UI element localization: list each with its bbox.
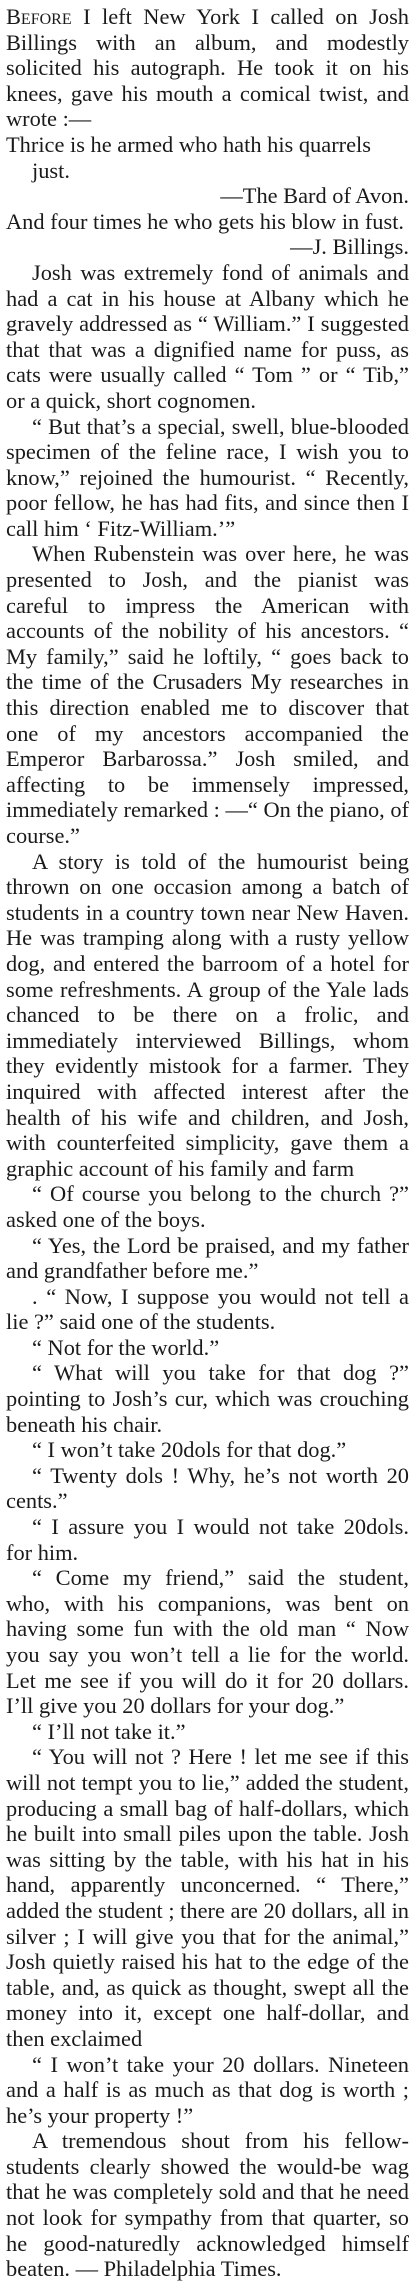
paragraph-not-take-it: “ I’ll not take it.”	[32, 1718, 186, 1744]
paragraph-twenty-dols: “ Twenty dols ! Why, he’s not worth 20 cents.”	[6, 1462, 409, 1514]
paragraph-church-answer: “ Yes, the Lord be praised, and my father and grandfather before me.”	[6, 1232, 409, 1284]
verse-line-1: Thrice is he armed who hath his quarrels just.	[6, 131, 371, 183]
paragraph-assurance: “ I assure you I would not take 20dols. for him.	[6, 1514, 409, 1565]
paragraph-fitz-william: “ But that’s a special, swell, blue-blooded specimen of the feline race, I wish you to know,” rejoined the humourist. “ Recently, poor fellow, he has had fits, and since then I call him ‘ Fitz-William.’”	[6, 413, 409, 541]
verse-attribution-2: —J. Billings.	[290, 234, 409, 260]
paragraph-text: I left New York I called on Josh Billings with an album, and modestly solicited his autograph. He took it on his knees, gave his mouth a comical twist, and wrote :—	[6, 4, 409, 132]
paragraph-nineteen-half: “ I won’t take your 20 dollars. Nineteen and a half is as much as that dog is worth ; he’s your property !”	[6, 2051, 409, 2128]
paragraph-lie-question: . “ Now, I suppose you would not tell a lie ?” said one of the students.	[6, 1283, 409, 1335]
lead-word: Before	[6, 4, 72, 29]
paragraph-half-dollars: “ You will not ? Here ! let me see if this will not tempt you to lie,” added the student, producing a small bag of half-dollars, which he built into small piles upon the table. Josh was sitting by the table, with his hat in his hand, apparently unconcerned. “ There,” added the student ; there are 20 dollars, all in silver ; I will give you that for the animal,” Josh quietly raised his hat to the edge of the table, and, as quick as thought, swept all the money into it, except one half-dollar, and then exclaimed	[6, 1744, 409, 2051]
paragraph-rubenstein: When Rubenstein was over here, he was presented to Josh, and the pianist was careful to impress the American with accounts of the nobility of his ancestors. “ My family,” said he loftily, “ goes back to the time of the Crusaders My researches in this direction enabled me to discover that one of my ancestors accompanied the Emperor Barbarossa.” Josh smiled, and affecting to be immensely impressed, immediately remarked : —“ On the piano, of course.”	[6, 541, 409, 848]
paragraph-cat: Josh was extremely fond of animals and had a cat in his house at Albany which he gravely addressed as “ William.” I suggested that that was a dignified name for puss, as cats were usually called “ Tom ” or “ Tib,” or a quick, short cognomen.	[6, 259, 409, 413]
verse-attribution-1: —The Bard of Avon.	[220, 183, 409, 209]
paragraph-opening	[6, 4, 409, 132]
paragraph-closing: A tremendous shout from his fellow-students clearly showed the would-be wag that he was completely sold and that he need not look for sympathy from that quarter, so he good-naturedly acknowledged himself beaten. — Philadelphia Times.	[6, 2128, 409, 2282]
paragraph-come-my-friend: “ Come my friend,” said the student, who, with his companions, was bent on having some fun with the old man “ Now you say you won’t tell a lie for the world. Let me see if you will do it for 20 dollars. I’ll give you 20 dollars for your dog.”	[6, 1565, 409, 1719]
paragraph-church-question: “ Of course you belong to the church ?” asked one of the boys.	[6, 1181, 409, 1232]
paragraph-students: A story is told of the humourist being thrown on one occasion among a batch of students in a country town near New Haven. He was tramping along with a rusty yellow dog, and entered the barroom of a hotel for some refreshments. A group of the Yale lads chanced to be there on a frolic, and immediately interviewed Billings, whom they evidently mistook for a farmer. They inquired with affected interest after the health of his wife and children, and Josh, with counterfeited simplicity, gave them a graphic account of his family and farm	[6, 848, 409, 1181]
paragraph-lie-answer: “ Not for the world.”	[32, 1334, 220, 1360]
paragraph-dog-offer: “ What will you take for that dog ?” pointing to Josh’s cur, which was crouching beneath his chair.	[6, 1360, 409, 1437]
verse-line-2: And four times he who gets his blow in fust.	[6, 208, 405, 234]
newspaper-article	[6, 4, 409, 2282]
paragraph-dog-refusal: “ I won’t take 20dols for that dog.”	[32, 1437, 347, 1463]
